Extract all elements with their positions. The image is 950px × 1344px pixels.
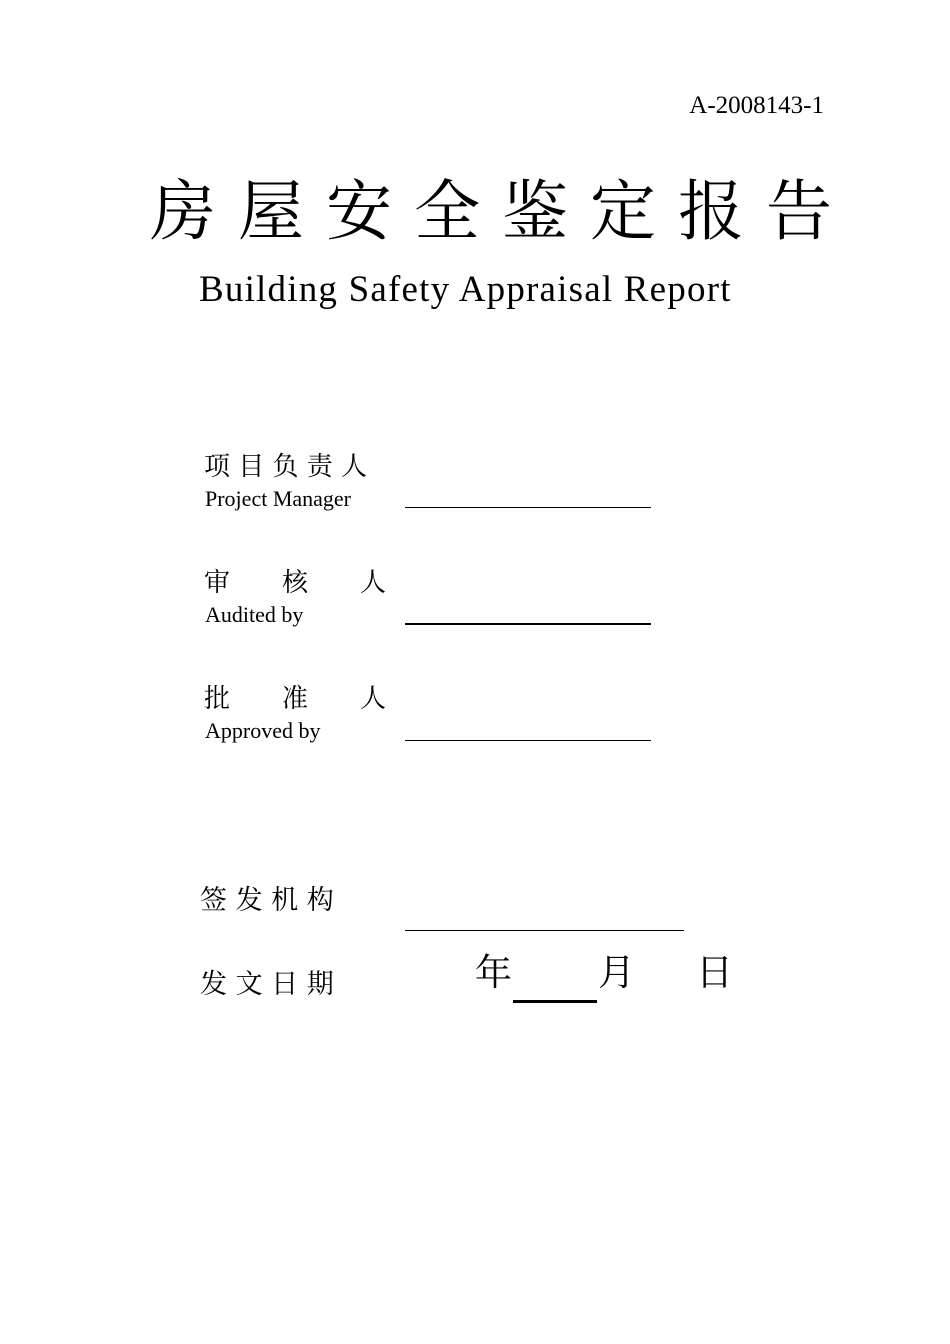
year-char: 年 [475, 951, 512, 994]
month-char: 月 [598, 951, 635, 994]
auditor-label-en: Audited by [205, 602, 304, 627]
auditor-signature-line [405, 623, 651, 625]
issuer-line [405, 930, 684, 931]
document-number: A-2008143-1 [689, 92, 824, 119]
auditor-label-cn: 审 核 人 [204, 568, 387, 598]
project-manager-label-en: Project Manager [205, 486, 351, 511]
issuer-label: 签 发 机 构 [200, 885, 334, 916]
day-char: 日 [696, 951, 733, 994]
month-line [513, 1000, 597, 1003]
page-title-en: Building Safety Appraisal Report [199, 269, 732, 310]
project-manager-signature-line [405, 507, 651, 508]
approver-label-en: Approved by [205, 718, 321, 743]
issue-date-label: 发 文 日 期 [200, 969, 334, 1000]
page-title-cn: 房屋安全鉴定报告 [150, 173, 854, 250]
project-manager-label-cn: 项 目 负 责 人 [204, 452, 368, 482]
approver-signature-line [405, 740, 651, 741]
approver-label-cn: 批 准 人 [204, 684, 387, 714]
